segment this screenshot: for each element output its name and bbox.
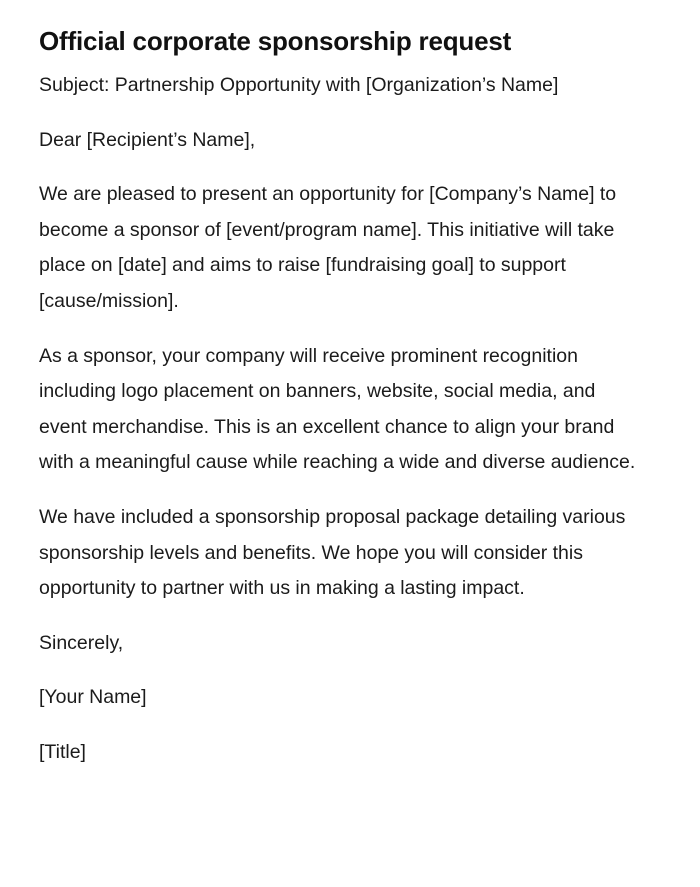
letter-body	[39, 68, 660, 771]
signature-name: [Your Name]	[39, 686, 147, 709]
body-paragraph-1: We are pleased to present an opportunity for [Company’s Name] to become a sponsor of [event/program name]. This initiative will take place on [date] and aims to raise [fundraising goal] to support [cause/mission].	[39, 183, 617, 312]
body-paragraph-2: As a sponsor, your company will receive prominent recognition including logo placement on banners, website, social media, and event merchandise. This is an excellent chance to align your brand with a meaningful cause while reaching a wide and diverse audience.	[39, 344, 636, 474]
body-paragraph-3: We have included a sponsorship proposal package detailing various sponsorship levels and benefits. We hope you will consider this opportunity to partner with us in making a lasting impact.	[39, 505, 626, 600]
signature-title: [Title]	[39, 740, 86, 763]
closing-line: Sincerely,	[39, 631, 124, 654]
salutation-line: Dear [Recipient’s Name],	[39, 128, 256, 151]
page-title: Official corporate sponsorship request	[39, 26, 512, 56]
subject-line: Subject: Partnership Opportunity with [Organization’s Name]	[39, 74, 559, 96]
